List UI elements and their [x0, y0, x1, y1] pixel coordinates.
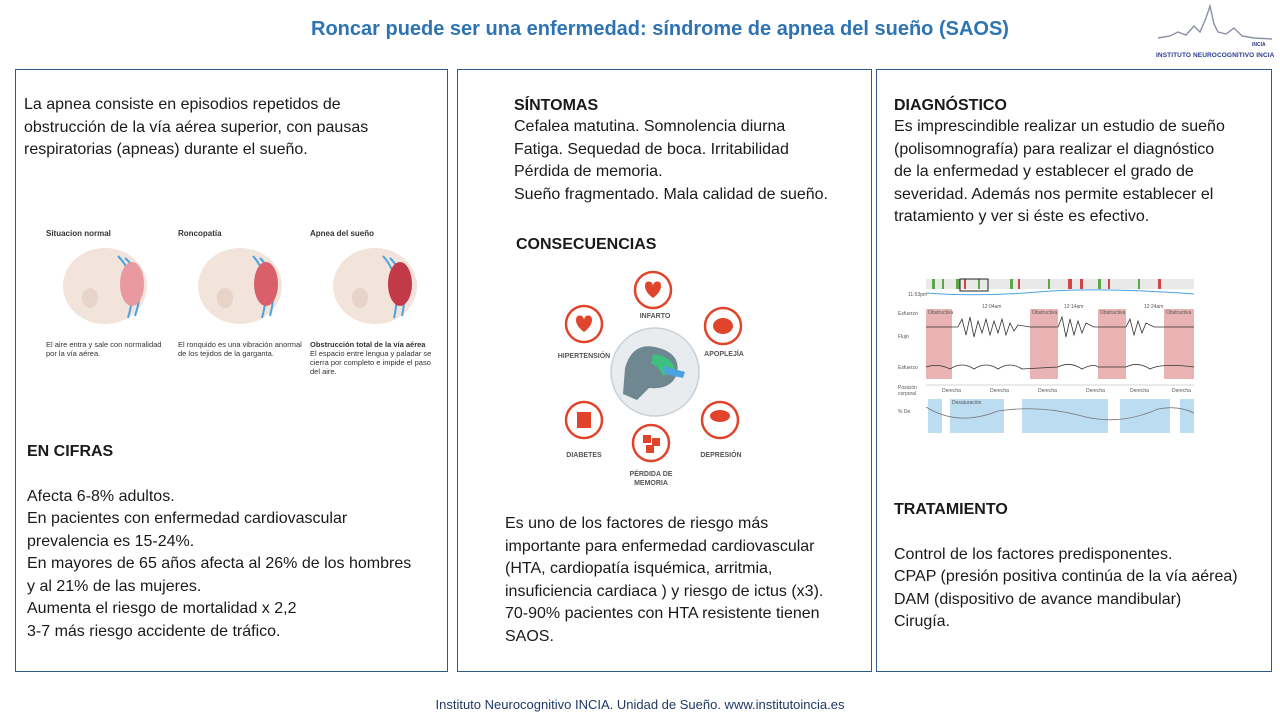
en-cifras-section: [27, 441, 411, 643]
cifras-line: Afecta 6-8% adultos.: [27, 487, 175, 505]
consequences-wheel-graphic: [553, 268, 758, 493]
diag-line: (polisomnografía) para realizar el diagnóstico: [894, 140, 1215, 158]
diag-line: tratamiento y ver si éste es efectivo.: [894, 208, 1150, 225]
psg-row-label: Esfuerzo: [898, 311, 918, 317]
caption-line: por la vía aérea.: [46, 349, 101, 358]
tratamiento-heading: TRATAMIENTO: [894, 501, 1008, 518]
psg-row-label: Esfuerzo: [898, 365, 918, 371]
caption-line: del aire.: [310, 367, 337, 376]
wheel-label-hipertension: HIPERTENSIÓN: [557, 353, 611, 360]
psg-position-label: Derecha: [1130, 388, 1149, 394]
airway-figure: [30, 224, 440, 384]
page-title: Roncar puede ser una enfermedad: síndrome de apnea del sueño (SAOS): [311, 18, 1009, 40]
airway-illustration: [30, 238, 440, 348]
factores-riesgo-text: [505, 513, 823, 648]
polysomnography-figure: [898, 277, 1216, 437]
trat-line: Control de los factores predisponentes.: [894, 545, 1173, 563]
figure-caption-normal: [46, 340, 161, 358]
logo-mini-text: INCIA: [1252, 42, 1266, 48]
incia-logo: [1156, 2, 1274, 62]
psg-graphic: [898, 277, 1216, 437]
cifras-line: y al 21% de las mujeres.: [27, 577, 202, 595]
caption-line: El aire entra y sale con normalidad: [46, 340, 162, 349]
cifras-line: prevalencia es 15-24%.: [27, 532, 195, 550]
sintomas-line: Fatiga. Sequedad de boca. Irritabilidad: [514, 140, 789, 158]
factores-line: Es uno de los factores de riesgo más: [505, 515, 769, 532]
intro-line: respiratorias (apneas) durante el sueño.: [24, 141, 308, 158]
factores-line: 70-90% pacientes con HTA resistente tienen: [505, 605, 820, 622]
psg-position-label: Derecha: [1038, 388, 1057, 394]
intro-line: La apnea consiste en episodios repetidos de: [24, 96, 341, 113]
psg-time-label: 12:04am: [982, 304, 1002, 310]
trat-line: Cirugía.: [894, 613, 951, 630]
diag-line: Es imprescindible realizar un estudio de sueño: [894, 118, 1225, 135]
figure-label-apnea: Apnea del sueño: [310, 229, 375, 238]
en-cifras-heading: EN CIFRAS: [27, 443, 114, 460]
figure-caption-roncopatia: [178, 340, 302, 358]
sintomas-line: Pérdida de memoria.: [514, 163, 663, 180]
psg-row-label: Flujo: [898, 334, 909, 340]
sintomas-line: Sueño fragmentado. Mala calidad de sueño.: [514, 185, 828, 203]
head-apnea-icon: [333, 248, 417, 324]
psg-position-label: Derecha: [990, 388, 1009, 394]
psg-event-label: Obstructiva: [1100, 310, 1126, 316]
diagnostico-section: [894, 96, 1225, 229]
figure-caption-apnea: [310, 340, 431, 376]
sintomas-section: [514, 96, 828, 206]
diagnostico-heading: DIAGNÓSTICO: [894, 97, 1007, 114]
cifras-line: En mayores de 65 años afecta al 26% de los hombres: [27, 555, 412, 572]
psg-event-label: Obstructiva: [1166, 310, 1192, 316]
consequences-wheel: [553, 268, 758, 493]
caption-line: Obstrucción total de la vía aérea: [310, 340, 426, 349]
head-normal-icon: [63, 248, 147, 324]
cifras-line: 3-7 más riesgo accidente de tráfico.: [27, 622, 281, 640]
wheel-label-depresion: DEPRESIÓN: [700, 452, 742, 459]
consecuencias-heading-wrap: [516, 234, 656, 257]
figure-label-normal: Situacion normal: [46, 229, 111, 238]
figure-label-roncopatia: Roncopatía: [178, 229, 222, 238]
wheel-label-apoplejia: APOPLEJÍA: [704, 351, 744, 358]
psg-row-label: Posición corporal: [898, 385, 917, 397]
sintomas-line: Cefalea matutina. Somnolencia diurna: [514, 118, 786, 135]
caption-line: El ronquido es una vibración anormal: [178, 340, 302, 349]
footer-credit: Instituto Neurocognitivo INCIA. Unidad de Sueño. www.institutoincia.es: [435, 697, 845, 712]
psg-position-label: Derecha: [1086, 388, 1105, 394]
psg-event-label: Obstructiva: [928, 310, 954, 316]
trat-line: DAM (dispositivo de avance mandibular): [894, 590, 1182, 608]
factores-line: (HTA, cardiopatía isquémica, arritmia,: [505, 560, 773, 577]
caption-line: de los tejidos de la garganta.: [178, 349, 274, 358]
factores-line: insuficiencia cardiaca ) y riesgo de ictus (x3).: [505, 582, 824, 600]
wheel-label-infarto: INFARTO: [639, 313, 671, 320]
psg-row-label: % De: [898, 409, 911, 415]
psg-position-label: Derecha: [1172, 388, 1191, 394]
intro-line: obstrucción de la vía aérea superior, con pausas: [24, 118, 369, 136]
apnea-intro: [24, 94, 368, 162]
cifras-line: Aumenta el riesgo de mortalidad x 2,2: [27, 600, 297, 617]
diag-line: de la enfermedad y establecer el grado de: [894, 163, 1194, 180]
consecuencias-heading: CONSECUENCIAS: [516, 236, 657, 253]
psg-time-label: 12:24am: [1144, 304, 1164, 310]
trat-line: CPAP (presión positiva continúa de la vía aérea): [894, 568, 1238, 585]
psg-event-label: Obstructiva: [1032, 310, 1058, 316]
psg-desat-label: Desaturación: [952, 400, 982, 406]
psg-time-label: 12:14am: [1064, 304, 1084, 310]
psg-position-label: Derecha: [942, 388, 961, 394]
diag-line: severidad. Además nos permite establecer el: [894, 185, 1214, 203]
logo-brand-text: INSTITUTO NEUROCOGNITIVO INCIA: [1156, 52, 1275, 59]
sintomas-heading: SÍNTOMAS: [514, 97, 599, 114]
head-roncopatia-icon: [198, 248, 282, 324]
psg-time-label: 11:53pm: [908, 292, 928, 298]
wheel-label-memoria: MEMORIA: [634, 480, 668, 487]
caption-line: cierra por completo e impide el paso: [310, 358, 431, 367]
wheel-label-diabetes: DIABETES: [566, 452, 602, 459]
wheel-label-perdida: PÉRDIDA DE: [629, 471, 673, 478]
cifras-line: En pacientes con enfermedad cardiovascular: [27, 510, 348, 527]
factores-line: SAOS.: [505, 627, 554, 645]
tratamiento-section: [894, 499, 1238, 634]
factores-line: importante para enfermedad cardiovascular: [505, 537, 815, 555]
caption-line: El espacio entre lengua y paladar se: [310, 349, 432, 358]
